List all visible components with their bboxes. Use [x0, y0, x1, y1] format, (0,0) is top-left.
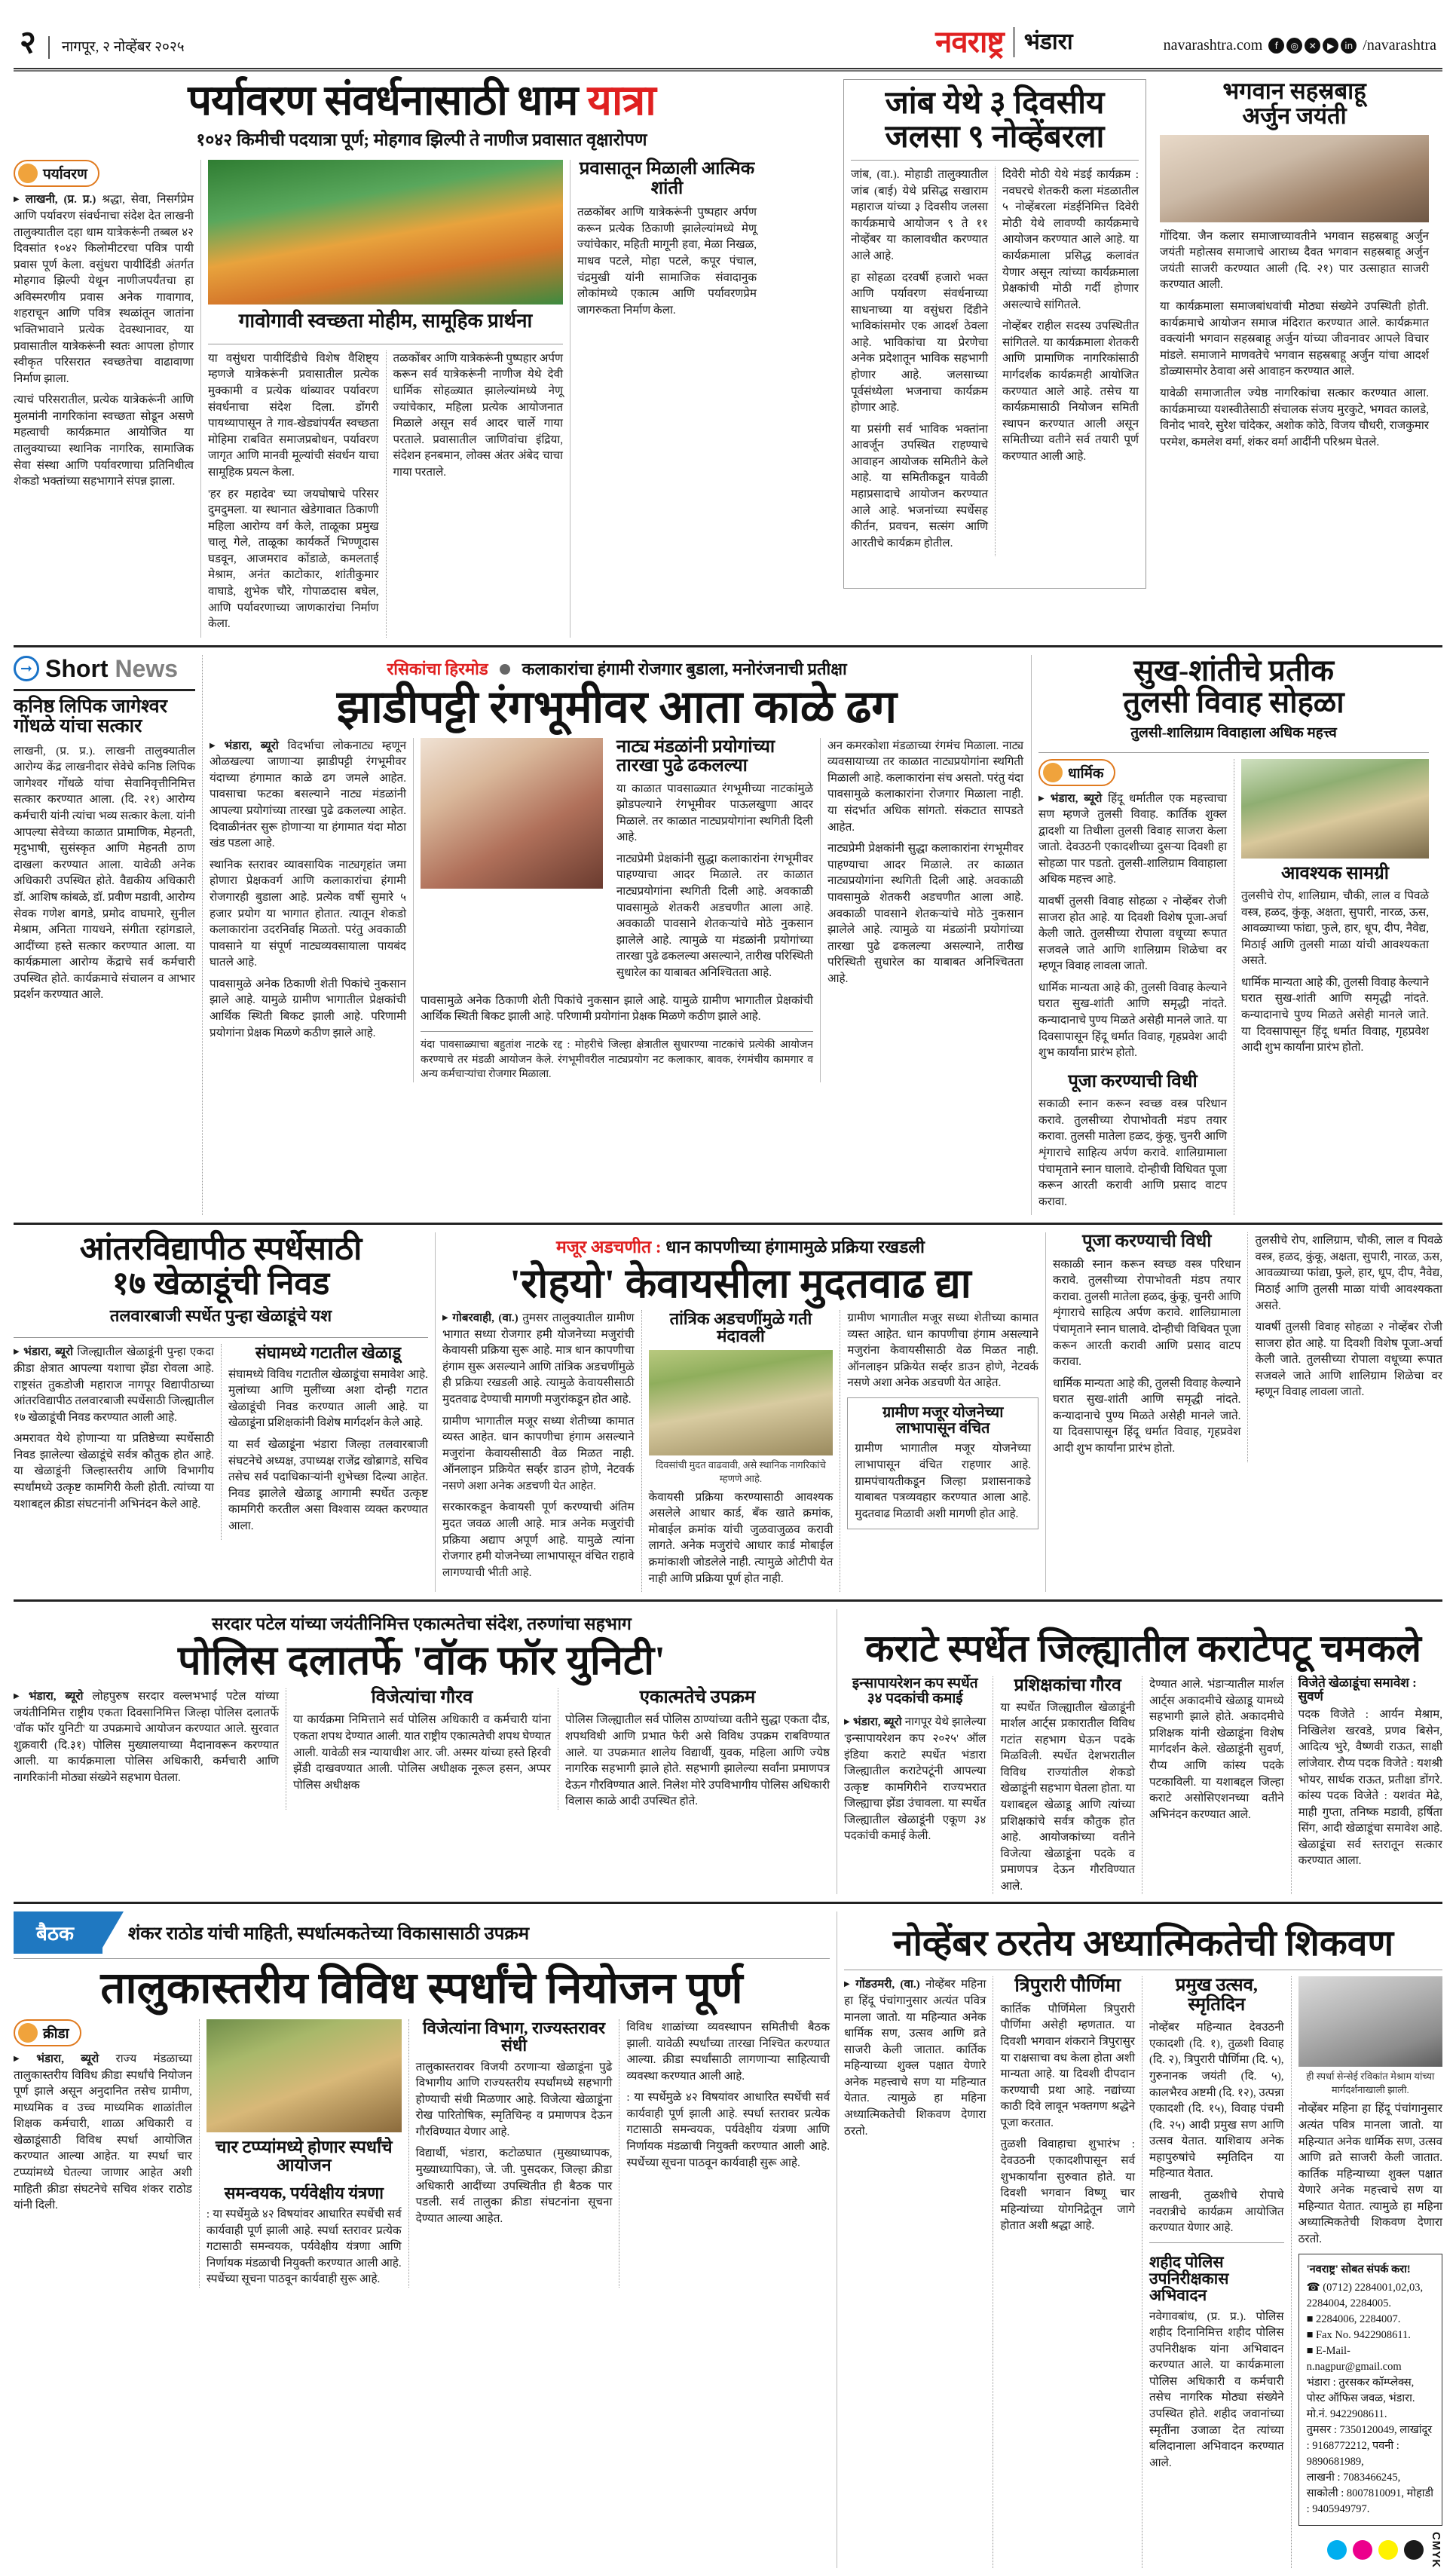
karate-col1-body: [844, 1709, 986, 1844]
short-news-title: Short News: [45, 654, 179, 682]
lead-col-a-1: या वसुंधरा पायीदिंडीचे विशेष वैशिष्ट्य म्हणजे यात्रेकरूंनी प्रवासातील प्रत्येक मुक्कामी व प्रत्येक थांब्यावर पर्यावरण संवर्धनाचा संदेश दिला. डोंगरी पायथ्यापासून ते गाव-खेड्यांपर्यंत स्वच्छता मोहिमा राबवित समाजप्रबोधन, पर्यावरण जागृत आणि मानवी मूल्यांची संवर्धन याचा सामूहिक प्रयत्न केला.: [208, 351, 379, 479]
kheladu-headline-l2: १७ खेळाडूंची निवड: [112, 1266, 330, 1302]
rangbhumi-kicker-red: रसिकांचा हिरमोड: [387, 659, 488, 678]
tulsi-p5: सकाळी स्नान करून स्वच्छ वस्त्र परिधान करावे. तुलसीच्या रोपाभोवती मंडप तयार करावा. तुलसी मातेला हळद, कुंकू, चुनरी आणि शृंगाराचे साहित्य अर्पण करावे. शालिग्रामाला पंचामृताने स्नान घालावे. दोन्हीची विधिवत पूजा करून आरती करावी आणि प्रसाद वाटप करावा.: [1038, 1097, 1227, 1208]
rohyo-box: [847, 1397, 1038, 1529]
spiritual-c3-p1: नोव्हेंबर महिन्यात देवउठनी एकादशी (दि. १), तुळशी विवाह (दि. २), त्रिपुरारी पौर्णिमा (दि. ५), गुरुनानक जयंती (दि. ५), कालभैरव अष्टमी (दि. १२), उत्पन्ना एकादशी (दि. १५), विवाह पंचमी (दि. २५) आदी प्रमुख सण आणि उत्सव येतात. याशिवाय अनेक महापुरुषांचे स्मृतिदिन या महिन्यात येतात.: [1149, 2021, 1284, 2181]
lead-dateline: ▶ लाखनी, (प्र. प्र.): [14, 193, 96, 206]
kheladu-c1-p2: अमरावत येथे होणाऱ्या या प्रतिष्ठेच्या स्पर्धेसाठी निवड झालेल्या खेळाडूंचे सर्वत्र कौतुक होत आहे. या खेळाडूंनी जिल्हास्तरीय आणि विभागीय स्पर्धांमध्ये उत्कृष्ट कामगिरी केली होती. त्यांच्या या यशाबद्दल क्रीडा संघटनांनी अभिनंदन केले आहे.: [14, 1432, 214, 1510]
jamb-col-2: [995, 167, 1139, 556]
logo-wordmark: नवराष्ट्र: [935, 25, 1004, 59]
baithak-tagbar: [14, 1911, 830, 1954]
tulsi-col-1: [1038, 759, 1234, 1216]
baithak-col-2: [199, 2019, 408, 2288]
baithak-col-4: [619, 2019, 830, 2288]
rangbhumi-c2-body: [616, 781, 813, 981]
kheladu-c2-p1: संघामध्ये विविध गटातील खेळाडूंचा समावेश आहे. मुलांच्या आणि मुलींच्या अशा दोन्ही गटात खेळाडूंची निवड करण्यात आली आहे. या खेळाडूंना प्रशिक्षकांनी विशेष मार्गदर्शन केले आहे.: [228, 1367, 428, 1430]
tulsi-p3: धार्मिक मान्यता आहे की, तुलसी विवाह केल्याने घरात सुख-शांती आणि समृद्धी नांदते. कन्यादानाचे पुण्य मिळते असेही मानले जाते. या दिवसापासून हिंदू धर्मात विवाह, गृहप्रवेश आदी शुभ कार्यांना प्रारंभ होतो.: [1038, 981, 1227, 1060]
rohyo-c2-p1: केवायसी प्रक्रिया करण्यासाठी आवश्यक असलेले आधार कार्ड, बँक खाते क्रमांक, मोबाईल क्रमांक यांची जुळवाजुळव करावी लागते. अनेक मजुरांचे आधार कार्ड मोबाईल क्रमांकाशी जोडलेले नाही. त्यामुळे ओटीपी येत नाही आणि प्रक्रिया पूर्ण होत नाही.: [648, 1490, 834, 1585]
rangbhumi-dateline: ▶ भंडारा, ब्यूरो: [210, 739, 279, 752]
lead-photo: [208, 160, 563, 305]
tulsi-headline-l1: सुख-शांतीचे प्रतीक: [1133, 653, 1334, 687]
fifth-band: [14, 1911, 1442, 2568]
baithak-col3-body: [416, 2059, 613, 2227]
rangbhumi-c3-p1: अन कमरकोशा मंडळाच्या रंगमंच मिळाला. नाट्य व्यवसायाच्या तर काळात नाट्यप्रयोगांना स्थगिती मिळाली आहे. कलाकारांना संच असतो. परंतु यंदा पावसामुळे कलाकारांना रोजगार मिळाला नाही. या संदर्भात अधिक सांगतो. संकटात सापडते आहेत.: [827, 739, 1023, 834]
facebook-icon[interactable]: f: [1268, 38, 1284, 54]
cmyk-label: CMYK: [1430, 2531, 1442, 2568]
tulsi-dateline: ▶ भंडारा, ब्यूरो: [1038, 792, 1102, 805]
contact-line-4: ■ E-Mail-n.nagpur@gmail.com: [1306, 2344, 1402, 2373]
rohyo-dateline: ▶ गोबरवाही, (वा.): [442, 1312, 518, 1324]
lead-sub-headline: प्रवासातून मिळाली आत्मिक शांती: [579, 159, 755, 198]
police-col3-body: पोलिस जिल्ह्यातील सर्व पोलिस ठाण्यांच्या वतीने सुद्धा एकता दौड, शपथविधी आणि प्रभात फेरी असे विविध उपक्रम राबविण्यात आले. या उपक्रमात शालेय विद्यार्थी, युवक, महिला आणि ज्येष्ठ नागरिक सहभागी झाले होते. सहभागी झालेल्या सर्वांना प्रमाणपत्र देऊन गौरविण्यात आले. निलेश मोरे उपविभागीय पोलिस अधिकारी विलास काळे आदी उपस्थित होते.: [565, 1713, 830, 1808]
shahid-body: नवेगावबांध, (प्र. प्र.). पोलिस शहीद दिनानिमित्त शहीद पोलिस उपनिरीक्षक यांना अभिवादन करण्यात आले. या कार्यक्रमाला पोलिस अधिकारी व कर्मचारी तसेच नागरिक मोठ्या संख्येने उपस्थित होते. शहीद जवानांच्या स्मृतींना उजाळा देत त्यांच्या बलिदानाला अभिवादन करण्यात आले.: [1149, 2309, 1284, 2469]
police-col3-title: एकात्मतेचे उपक्रम: [639, 1688, 756, 1707]
karate-col3-body: देण्यात आले. भंडाऱ्यातील मार्शल आर्ट्स अकादमीचे खेळाडू यामध्ये सहभागी झाले होते. अकादमीचे प्रशिक्षक यांनी खेळाडूंना विशेष मार्गदर्शन केले. खेळाडूंनी सुवर्ण, रौप्य आणि कांस्य पदके पटकाविली. या यशाबद्दल जिल्हा कराटे असोसिएशनच्या वतीने अभिनंदन करण्यात आले.: [1149, 1678, 1284, 1821]
short-news-block: [14, 655, 202, 1216]
baithak-subhead: चार टप्प्यांमध्ये होणार स्पर्धांचे आयोजन: [215, 2137, 393, 2175]
lead-photo-col-a: [208, 350, 386, 638]
third-band: [14, 1232, 1442, 1592]
bhagwan-p2: या कार्यक्रमाला समाजबांधवांची मोठ्या संख्येने उपस्थिती होती. कार्यक्रमाचे आयोजन समाज मंदिरात करण्यात आले. कार्यक्रमात वक्त्यांनी भगवान सहस्रबाहू अर्जुन यांच्या जीवनावर आपले विचार मांडले. समाजाने माणवतेचे भगवान सहस्रबाहू अर्जुन यांचा आदर्श डोळ्यासमोर ठेवावा असे आवाहन करण्यात आले.: [1160, 300, 1429, 378]
bhagwan-headline: [1160, 79, 1429, 129]
lead-col-3: [570, 160, 757, 637]
karate-subhead-1: [844, 1676, 986, 1709]
rangbhumi-c2-p2: नाट्यप्रेमी प्रेक्षकांनी सुद्धा कलाकारांना रंगभूमीवर पाहण्याचा आदर मिळाले. तर काळात नाट्यप्रयोगांना स्थगिती दिली आहे. अवकाळी पावसामुळे शेतकरी अडचणीत आला आहे. अवकाळी पावसाने शेतकऱ्यांचे मोठे नुकसान झालेले आहे. त्यामुळे या मंडळांनी प्रयोगांच्या तारखा पुढे ढकलल्या असल्याने, तारीख परिस्थिती सुधारेल का याबाबत अनिश्चितता आहे.: [616, 852, 813, 979]
baithak-col-1: [14, 2019, 199, 2288]
band-divider-3: [14, 1599, 1442, 1602]
bhagwan-story: [1153, 79, 1429, 638]
rangbhumi-kicker: [210, 655, 1024, 684]
masthead: [14, 0, 1442, 63]
short-news-header: [14, 655, 195, 686]
rohyo-subhead: तांत्रिक अडचणींमुळे गती मंदावली: [669, 1309, 812, 1346]
short-news-headline-l2: गोंधळे यांचा सत्कार: [14, 716, 142, 737]
rangbhumi-photo-wrap: [421, 738, 610, 987]
baithak-col4-body: [626, 2019, 830, 2171]
spiritual-headline: नोव्हेंबर ठरतेय अध्यात्मिकतेची शिकवण: [892, 1924, 1394, 1964]
jamb-col2-p1: दिवेरी मोठी येथे मंडई कार्यक्रम : नवघरचे शेतकरी कला मंडळातील ५ नोव्हेंबरला मंडईनिमित्त दिवेरी मोठी येथे लावण्यी कार्यक्रमाचे आयोजन करण्यात आले आहे. या कार्यक्रमाला प्रसिद्ध कलावंत येणार असून त्यांच्या कार्यक्रमाला प्रेक्षकांची मोठी गर्दी होणार असल्याचे सांगितले.: [1002, 168, 1139, 311]
lead-col-2: [200, 160, 570, 637]
instagram-icon[interactable]: ◎: [1286, 38, 1302, 54]
tulsi-story: [1031, 655, 1429, 1216]
tulsi-cont-title: पूजा करण्याची विधी: [1082, 1232, 1212, 1252]
kheladu-dateline: ▶ भंडारा, ब्यूरो: [14, 1345, 73, 1358]
lead-body-text-1: श्रद्धा, सेवा, निसर्गप्रेम आणि पर्यावरण संवर्धनाचा संदेश देत लाखनी तालुक्यातील दहा धाम यात्रेकरूंनी तब्बल ४२ दिवसांत १०४२ किलोमीटरचा पवित्र पायी प्रवास पूर्ण केला. वसुंधरा पायीदिंडी अंतर्गत मोहगाव झिल्पी येथून नाणीजपर्यंतचा हा अविस्मरणीय प्रवास अनेक गावागाव, शहराचून आणि पवित्र स्थळांतून जातांना भक्तिभावाने प्रत्येक देवस्थानावर, या प्रवासातील यात्रेकरूंनी स्वतः आपला होणार स्वीकृत परिसरात स्वच्छतेचा वाढावाणा निर्माण झाला.: [14, 193, 194, 385]
baithak-c3-p2: विद्यार्थी, भंडारा, कटोळघात (मुख्याध्यापक, मुख्याध्यापिका), जे. जी. पुसदकर, जिल्हा क्रीडा अधिकारी आदींच्या उपस्थितीत ही बैठक पार पडली. सर्व तालुका क्रीडा संघटनांना सूचना देण्यात आल्या आहेत.: [415, 2147, 613, 2225]
tulsi-photo: [1241, 759, 1429, 859]
tulsi-cont-p1: सकाळी स्नान करून स्वच्छ वस्त्र परिधान करावे. तुलसीच्या रोपाभोवती मंडप तयार करावा. तुलसी मातेला हळद, कुंकू, चुनरी आणि शृंगाराचे साहित्य अर्पण करावे. शालिग्रामाला पंचामृताने स्नान घालावे. दोन्हीची विधिवत पूजा करून आरती करावी आणि प्रसाद वाटप करावा.: [1052, 1257, 1241, 1369]
rohyo-story: [435, 1232, 1045, 1592]
rangbhumi-c1-p3: पावसामुळे अनेक ठिकाणी शेती पिकांचे नुकसान झाले आहे. यामुळे ग्रामीण भागातील प्रेक्षकांची आर्थिक स्थिती बिकट झाली आहे. परिणामी प्रयोगांना प्रेक्षक मिळणे कठीण झाले आहे.: [210, 977, 406, 1039]
spiritual-col-1: [844, 1976, 993, 2568]
rangbhumi-more: [421, 987, 813, 1025]
tulsi-cont-col-2: [1247, 1232, 1442, 1462]
karate-col-3: [1142, 1676, 1291, 1894]
contact-line-1: 2284004, 2284005.: [1306, 2297, 1391, 2309]
rohyo-kicker-black: धान कापणीच्या हंगामामुळे प्रक्रिया रखडली: [665, 1238, 925, 1257]
spiritual-dateline: ▶ गोंडउमरी, (वा.): [844, 1978, 920, 1991]
masthead-dateline: नागपूर, २ नोव्हेंबर २०२५: [48, 36, 185, 59]
rohyo-photo-caption: दिवसांची मुदत वाढवावी, असे स्थानिक नागरिकांचे म्हणणे आहे.: [656, 1458, 826, 1484]
tulsi-cont-p3: तुलसीचे रोप, शालिग्राम, चौकी, लाल व पिवळे वस्त्र, हळद, कुंकू, अक्षता, सुपारी, नारळ, ऊस, आवळ्याच्या फांद्या, फुले, हार, धूप, दीप, नैवेद्य, मिठाई आणि तुलसी माळा यांची आवश्यकता असते.: [1255, 1234, 1442, 1312]
baithak-headline: तालुकास्तरीय विविध स्पर्धांचे नियोजन पूर्ण: [100, 1963, 743, 2013]
kheladu-story: [14, 1232, 435, 1592]
bhagwan-photo: [1160, 135, 1429, 222]
spiritual-c1-p1: नोव्हेंबर महिना हा हिंदू पंचांगानुसार अत्यंत पवित्र मानला जातो. या महिन्यात अनेक धार्मिक सण, उत्सव आणि व्रते साजरी केली जातात. कार्तिक महिन्याच्या शुक्ल पक्षात येणारे अनेक महत्त्वाचे सण या महिन्यात येतात. त्यामुळे हा महिना अध्यात्मिकतेची शिकवण देणारा ठरतो.: [844, 1978, 986, 2138]
rohyo-kicker: [442, 1232, 1038, 1263]
karate-dateline: ▶ भंडारा, ब्यूरो: [844, 1716, 902, 1728]
jamb-col-1: [851, 167, 995, 556]
lead-subhead: १०४२ किमीची पदयात्रा पूर्ण; मोहगाव झिल्पी ते नाणीज प्रवासात वृक्षारोपण: [196, 130, 647, 150]
karate-story: [837, 1609, 1442, 1894]
lead-col-1: [14, 160, 200, 637]
bullet-dot-icon: [500, 664, 510, 675]
tulsi-p1: हिंदू धर्मातील एक महत्त्वाचा सण म्हणजे तुलसी विवाह. कार्तिक शुक्ल द्वादशी या तिथीला तुलसी विवाह साजरा केला जातो. देवउठनी एकादशीच्या दुसऱ्या दिवशी हा सोहळा पार पडतो. तुलसी-शालिग्राम विवाहाला अधिक महत्त्व आहे.: [1038, 791, 1227, 886]
police-kicker: सरदार पटेल यांच्या जयंतीनिमित्त एकात्मतेचा संदेश, तरुणांचा सहभाग: [212, 1615, 632, 1634]
bhagwan-body: [1160, 222, 1429, 451]
tulsi-col2-body: [1241, 888, 1429, 1056]
tulsi-p3b: धार्मिक मान्यता आहे की, तुलसी विवाह केल्याने घरात सुख-शांती आणि समृद्धी नांदते. कन्यादानाचे पुण्य मिळते असेही मानले जाते. या दिवसापासून हिंदू धर्मात विवाह, गृहप्रवेश आदी शुभ कार्यांना प्रारंभ होतो.: [1241, 975, 1429, 1054]
lead-photo-col-b: [386, 350, 564, 638]
tulsi-p4: तुलसीचे रोप, शालिग्राम, चौकी, लाल व पिवळे वस्त्र, हळद, कुंकू, अक्षता, सुपारी, नारळ, ऊस, आवळ्याच्या फांद्या, फुले, हार, धूप, दीप, नैवेद्य, मिठाई आणि तुलसी माळा यांची आवश्यकता असते.: [1241, 889, 1429, 968]
baithak-kicker: शंकर राठोड यांची माहिती, स्पर्धात्मकतेच्या विकासासाठी उपक्रम: [127, 1924, 530, 1944]
lead-story: [14, 79, 837, 638]
jamb-headline: [851, 87, 1139, 154]
section-tag-dharmik[interactable]: [1038, 759, 1115, 786]
kheladu-c1-p1: जिल्ह्यातील खेळाडूंनी पुन्हा एकदा क्रीडा क्षेत्रात आपल्या यशाचा झेंडा रोवला आहे. राष्ट्रसंत तुकडोजी महाराज नागपूर विद्यापीठाच्या आंतरविद्यापीठ तलवारबाजी स्पर्धेसाठी जिल्ह्यातील १७ खेळाडूंची निवड करण्यात आली आहे.: [14, 1345, 214, 1424]
rohyo-col2-body: [649, 1485, 834, 1587]
baithak-c3-p1: तालुकास्तरावर विजयी ठरणाऱ्या खेळाडूंना पुढे विभागीय आणि राज्यस्तरीय स्पर्धांमध्ये सहभागी होण्याची संधी मिळणार आहे. विजेत्या खेळाडूंना रोख पारितोषिक, स्मृतिचिन्ह व प्रमाणपत्र देऊन गौरविण्यात येणार आहे.: [415, 2060, 613, 2138]
lead-headline-accent: यात्रा: [587, 78, 656, 124]
section-tag-paryavaran[interactable]: [14, 160, 99, 187]
cmyk-registration-marks: [1298, 2526, 1442, 2568]
rohyo-box-title: ग्रामीण मजूर योजनेच्या लाभापासून वंचित: [882, 1403, 1004, 1437]
section-tag-dharmik-label: धार्मिक: [1068, 765, 1104, 782]
rohyo-col-3: [840, 1310, 1038, 1592]
kheladu-subhead: तलवारबाजी स्पर्धेत पुन्हा खेळाडूंचे यश: [109, 1306, 332, 1326]
tulsi-p2: यावर्षी तुलसी विवाह सोहळा २ नोव्हेंबर रोजी साजरा होत आहे. या दिवशी विशेष पूजा-अर्चा केली जाते. तुलसीच्या रोपाला वधूच्या रूपात सजवले जाते आणि शालिग्राम शिळेचा वर म्हणून विवाह लावला जातो.: [1038, 894, 1227, 973]
rohyo-photo: [649, 1350, 834, 1455]
spiritual-col-2: [993, 1976, 1142, 2568]
rohyo-c1-p1: तुमसर तालुक्यातील ग्रामीण भागात सध्या रोजगार हमी योजनेच्या मजुरांची केवायसी प्रक्रिया सुरू आहे. मात्र धान कापणीचा हंगाम सुरू असल्याने आणि तांत्रिक अडचणींमुळे ही प्रक्रिया रखडली आहे. त्यामुळे केवायसीसाठी मुदतवाढ देण्याची मागणी मजुरांकडून होत आहे.: [442, 1312, 635, 1406]
police-col2-title: विजेत्यांचा गौरव: [371, 1688, 473, 1707]
police-story: [14, 1609, 837, 1894]
lead-headline-main: पर्यावरण संवर्धनासाठी धाम: [188, 78, 578, 124]
om-icon: [1043, 763, 1063, 782]
contact-line-2: ■ 2284006, 2284007.: [1306, 2312, 1401, 2325]
top-band: [14, 79, 1442, 638]
rangbhumi-photo: [421, 738, 603, 889]
tulsi-col1-body2: [1038, 1096, 1227, 1210]
baithak-c4-p1: विविध शाळांच्या व्यवस्थापन समितीची बैठक झाली. यावेळी स्पर्धांच्या तारखा निश्चित करण्यात आल्या. क्रीडा स्पर्धांसाठी लागणाऱ्या साहित्याची व्यवस्था करण्यात आली आहे.: [626, 2020, 830, 2083]
rangbhumi-c1-p1: विदर्भाचा लोकनाट्य म्हणून ओळखल्या जाणाऱ्या झाडीपट्टी रंगभूमीवर यंदाच्या हंगामात काळे ढग जमले आहेत. पावसाचा फटका बसल्याने नाट्य मंडळांनी आपल्या प्रयोगांच्या तारखा पुढे ढकलल्या आहेत. दिवाळीनंतर सुरू होणाऱ्या या हंगामात यंदा मोठा खंड पडला आहे.: [210, 739, 406, 850]
contact-line-6: तुमसर : 7350120049, लाखांदूर : 9168772212, पवनी : 9890681989,: [1306, 2423, 1433, 2468]
tulsi-photo-caption: आवश्यक सामग्री: [1281, 863, 1389, 883]
police-col-2: [286, 1688, 558, 1810]
tulsi-continued: [1045, 1232, 1442, 1592]
karate-headline: कराटे स्पर्धेत जिल्ह्यातील कराटेपटू चमकले: [865, 1627, 1421, 1670]
band-divider-2: [14, 1223, 1442, 1225]
jamb-col1-p1: जांब, (वा.). मोहाडी तालुक्यातील जांब (बाई) येथे प्रसिद्ध सखाराम महाराज यांच्या ३ दिवसीय जलसा कार्यक्रमाचे आयोजन ९ ते ११ नोव्हेंबर या कालावधीत करण्यात आले आहे.: [851, 168, 988, 262]
rohyo-headline: 'रोहयो' केवायसीला मुदतवाढ द्या: [509, 1260, 971, 1306]
karate-col2-body: या स्पर्धेत जिल्ह्यातील खेळाडूंनी मार्शल आर्ट्स प्रकारातील विविध गटांत सहभाग घेऊन पदके मिळविली. स्पर्धेत देशभरातील विविध राज्यांतील शेकडो खेळाडूंनी सहभाग घेतला होता. या यशाबद्दल खेळाडू आणि त्यांच्या प्रशिक्षकांचे सर्वत्र कौतुक होत आहे. आयोजकांच्या वतीने विजेत्या खेळाडूंना पदके व प्रमाणपत्र देऊन गौरविण्यात आले.: [1000, 1700, 1136, 1893]
baithak-col-3: [408, 2019, 619, 2288]
logo-divider: [1013, 27, 1015, 57]
baithak-story: [14, 1911, 837, 2287]
jamb-box: [843, 79, 1146, 589]
spiritual-col2-body: [1000, 2001, 1135, 2234]
rohyo-c3-p1: ग्रामीण भागातील मजूर सध्या शेतीच्या कामात व्यस्त आहेत. धान कापणीचा हंगाम असल्याने मजुरांना केवायसीसाठी वेळ मिळत नाही. ऑनलाइन प्रक्रियेत सर्व्हर डाउन होणे, नेटवर्क नसणे अशा अनेक अडचणी येत आहेत.: [847, 1312, 1038, 1390]
spiritual-col3-title: प्रमुख उत्सव, स्मृतिदिन: [1175, 1976, 1258, 2015]
karate-col-2: [993, 1676, 1142, 1894]
spiritual-col2-title: त्रिपुरारी पौर्णिमा: [1014, 1976, 1121, 1997]
tulsi-subhead: तुलसी-शालिग्राम विवाहाला अधिक महत्त्व: [1130, 724, 1337, 741]
rangbhumi-photo-caption: यंदा पावसाळ्याचा बहुतांश नाटके रद्द : मोहरीचे जिल्हा क्षेत्रातील सुधारण्या नाटकांचे प्रत्येकी आयोजन करण्याचे तर मंडळी आयोजन केले. रंगभूमीवरील नाट्यप्रयोग नट कलाकार, बावक, रंगमंचीय कामगार व अन्य कर्मचाऱ्यांचा रोजगार मिळाला.: [421, 1039, 813, 1081]
spiritual-c2-p1: कार्तिक पौर्णिमेला त्रिपुरारी पौर्णिमा असेही म्हणतात. या दिवशी भगवान शंकराने त्रिपुरासुर या राक्षसाचा वध केला होता अशी मान्यता आहे. या दिवशी दीपदान करण्याची प्रथा आहे. नद्यांच्या काठी दिवे लावून भक्तगण श्रद्धेने पूजा करतात.: [1000, 2002, 1136, 2129]
baithak-c4-p2: : या स्पर्धेमुळे ४२ विषयांवर आधारित स्पर्धेची सर्व कार्यवाही पूर्ण झाली आहे. स्पर्धा स्तरावर प्रत्येक गटासाठी समन्वयक, पर्यवेक्षीय यंत्रणा आणि निर्णायक मंडळाची नियुक्ती करण्यात आली आहे. स्पर्धेच्या सूचना पाठवून कार्यवाही सुरू आहे.: [626, 2091, 830, 2169]
section-tag-krida-label: क्रीडा: [43, 2025, 69, 2042]
spiritual-c3-p2: लाखनी, तुळशीचे रोपाचे नवरात्रीचे कार्यक्रम आयोजित करण्यात येणार आहे.: [1149, 2189, 1284, 2235]
social-icons[interactable]: [1268, 38, 1357, 54]
tulsi-headline-l2: तुलसी विवाह सोहळा: [1123, 685, 1344, 720]
spiritual-col-3: [1142, 1976, 1291, 2568]
baithak-col2-body: : या स्पर्धेमुळे ४२ विषयांवर आधारित स्पर्धेची सर्व कार्यवाही पूर्ण झाली आहे. स्पर्धा स्तरावर प्रत्येक गटासाठी समन्वयक, पर्यवेक्षीय यंत्रणा आणि निर्णायक मंडळाची नियुक्ती करण्यात आली आहे. स्पर्धेच्या सूचना पाठवून कार्यवाही सुरू आहे.: [206, 2208, 402, 2286]
rangbhumi-c2-p3: पावसामुळे अनेक ठिकाणी शेती पिकांचे नुकसान झाले आहे. यामुळे ग्रामीण भागातील प्रेक्षकांची आर्थिक स्थिती बिकट झाली आहे. परिणामी प्रयोगांना प्रेक्षक मिळणे कठीण झाले आहे.: [421, 993, 813, 1024]
spiritual-c4-p1: नोव्हेंबर महिना हा हिंदू पंचांगानुसार अत्यंत पवित्र मानला जातो. या महिन्यात अनेक धार्मिक सण, उत्सव आणि व्रते साजरी केली जातात. कार्तिक महिन्याच्या शुक्ल पक्षात येणारे अनेक महत्त्वाचे सण या महिन्यात येतात. त्यामुळे हा महिना अध्यात्मिकतेची शिकवण देणारा ठरतो.: [1298, 2102, 1442, 2245]
tulsi-cont-col-1: [1053, 1232, 1248, 1462]
rangbhumi-story: [202, 655, 1031, 1216]
leaf-icon: [18, 164, 38, 183]
section-tag-krida[interactable]: [14, 2019, 81, 2046]
short-news-body: [14, 737, 195, 1003]
kheladu-col2-title: संघामध्ये गटातील खेळाडू: [255, 1343, 402, 1363]
rangbhumi-headline: झाडीपट्टी रंगभूमीवर आता काळे ढग: [336, 682, 898, 733]
bhagwan-headline-line1: भगवान सहस्रबाहू: [1222, 78, 1366, 104]
karate-col4-title: विजेते खेळाडूंचा समावेश : सुवर्ण: [1298, 1676, 1417, 1704]
tulsi-col1-body: [1038, 791, 1227, 1061]
rangbhumi-subhead: नाट्य मंडळांनी प्रयोगांच्या तारखा पुढे ढकलल्या: [616, 736, 775, 776]
police-col-1: [14, 1688, 286, 1810]
lead-body-text-2: त्याचं परिसरातील, प्रत्येक यात्रेकरूंनी आणि मुलमांनी नागरिकांना स्वच्छता सोडून असणे महत्वाची कार्यक्रमात आयोजित या तालुक्याच्या स्थानिक नागरिक, सामाजिक सेवा संस्था आणि पर्यावरणाचा प्रतिनिधीत्व शेकडो भक्तांच्या सहभागाने संपन्न झाला.: [14, 393, 194, 488]
baithak-col3-title: विजेत्यांना विभाग, राज्यस्तरावर संधी: [422, 2018, 606, 2055]
shahid-title: शहीद पोलिस उपनिरीक्षकास अभिवादन: [1149, 2252, 1229, 2305]
jamb-headline-line1: जांब येथे ३ दिवसीय: [885, 86, 1105, 121]
bhagwan-headline-line2: अर्जुन जयंती: [1242, 102, 1347, 129]
baithak-photo: [206, 2019, 402, 2132]
karate-subhead-line1: इन्सापायरेशन कप स्पर्धेत: [852, 1676, 978, 1692]
baithak-tag[interactable]: बैठक: [14, 1911, 102, 1954]
spiritual-col3-body: [1149, 2019, 1284, 2236]
short-news-text: लाखनी, (प्र. प्र.). लाखनी तालुक्यातील आरोग्य केंद्र लाखनीदार सेवेचे कनिष्ठ लिपिक जागेश्वर गोंधळे यांचा सेवानिवृत्तीनिमित्त सत्कार करण्यात आला. (दि. २१) आरोग्य कर्मचारी यांनी त्यांचा भव्य सत्कार केला. यांनी आपल्या सेवेच्या काळात प्रामाणिक, मेहनती, मृदुभाषी, सुसंस्कृत आणि मेहनती ठाण दाखला करण्यात आला. यावेळी अनेक अधिकारी उपस्थित होते. वैद्यकीय अधिकारी डॉ. आशिष कांबळे, डॉ. प्रवीण मडावी, आरोग्य सेवक गणेश बागडे, प्रमोद वाघमारे, सुनील मेश्राम, अनिता गायधने, संगीता रहांगडाले, आदींच्या हस्ते सत्कार करण्यात आला. या कार्यक्रमाला आरोग्य केंद्राचे सर्व कर्मचारी उपस्थित होते. कार्यक्रमाचे संचालन व आभार प्रदर्शन करण्यात आले.: [14, 744, 195, 1002]
contact-line-7: लाखनी : 7083466245, साकोली : 8007810091, मोहाडी : 9405949797.: [1306, 2471, 1434, 2515]
jamb-col1-p2: हा सोहळा दरवर्षी हजारो भक्त आणि पर्यावरण संवर्धनाच्या साधनाच्या या वसुंधरा दिंडीने भाविकांसमोर एक आदर्श ठेवला आहे. भाविकांचा या प्रेरणेचा अनेक प्रदेशातून भाविक सहभागी होणार आहे. जलसाच्या पूर्वसंध्येला भजनाचा कार्यक्रम होणार आहे.: [851, 271, 988, 415]
lead-body-1: [14, 191, 194, 489]
rangbhumi-c3-body: [827, 738, 1023, 987]
rohyo-box-body: ग्रामीण भागातील मजूर योजनेच्या लाभापासून वंचित राहणार आहे. ग्रामपंचायतीकडून जिल्हा प्रशासनाकडे याबाबत पत्रव्यवहार करण्यात आला आहे. मुदतवाढ मिळावी अशी मागणी होत आहे.: [855, 1442, 1031, 1520]
jamb-col1-p3: या प्रसंगी सर्व भाविक भक्तांना आवर्जून उपस्थित राहण्याचे आवाहन आयोजक समितीने केले आहे. या समितीकडून यावेळी महाप्रसादाचे आयोजन करण्यात आले आहे. भजनांच्या स्पर्धेसह कीर्तन, प्रवचन, सत्संग आणि आरतीचे कार्यक्रम होतील.: [851, 422, 988, 549]
contact-line-3: ■ Fax No. 9422908611.: [1306, 2328, 1411, 2341]
karate-c1-p1: नागपूर येथे झालेल्या 'इन्सापायरेशन कप २०२५' ऑल इंडिया कराटे स्पर्धेत भंडारा जिल्ह्यातील कराटेपटूंनी आपल्या उत्कृष्ट कामगिरीने राज्यभरात जिल्ह्याचा झेंडा उंचावला. या स्पर्धेत जिल्ह्यातील खेळाडूंनी एकूण ३४ पदकांची कमाई केली.: [844, 1716, 986, 1843]
bhagwan-p3: यावेळी समाजातील ज्येष्ठ नागरिकांचा सत्कार करण्यात आला. कार्यक्रमाच्या यशस्वीतेसाठी संचालक संजय मुरकुटे, भगवत कालडे, विनोद भावरे, सुरेश चांदेकर, अशोक कोठे, विजय चौधरी, राजकुमार परमेश, कमलेश वर्मा, शंकर वर्मा आदींनी परिश्रम घेतले.: [1160, 386, 1429, 448]
band-divider-4: [14, 1902, 1442, 1904]
lead-photo-caption: गावोगावी स्वच्छता मोहीम, सामूहिक प्रार्थना: [238, 310, 533, 332]
edition-name: भंडारा: [1023, 29, 1073, 54]
rangbhumi-kicker-black: कलाकारांचा हंगामी रोजगार बुडाला, मनोरंजनाची प्रतीक्षा: [522, 659, 847, 678]
page-number: २: [20, 26, 36, 60]
youtube-icon[interactable]: ▶: [1323, 38, 1338, 54]
spiritual-photo-caption: ही स्पर्धा सेन्सेई रविकांत मेश्राम यांच्या मार्गदर्शनाखाली झाली.: [1306, 2071, 1435, 2096]
baithak-col2-title: समन्वयक, पर्यवेक्षीय यंत्रणा: [224, 2183, 384, 2202]
tulsi-headline: [1038, 655, 1429, 719]
rohyo-c1-p2: ग्रामीण भागातील मजूर सध्या शेतीच्या कामात व्यस्त आहेत. धान कापणीचा हंगाम असल्याने मजुरांना केवायसीसाठी वेळ मिळत नाही. ऑनलाइन प्रक्रियेत सर्व्हर डाउन होणे, नेटवर्क नसणे अशा अनेक अडचणी येत आहेत.: [442, 1414, 635, 1492]
baithak-col1-body: [14, 2051, 192, 2214]
contact-line-0: ☎ (0712) 2284001,02,03,: [1306, 2281, 1424, 2294]
trophy-icon: [18, 2023, 38, 2043]
spiritual-story: [837, 1911, 1442, 2568]
police-dateline: ▶ भंडारा, ब्यूरो: [14, 1690, 83, 1703]
masthead-rule: [14, 68, 1442, 72]
lead-col-3-body: [577, 204, 757, 318]
fourth-band: [14, 1609, 1442, 1894]
karate-col4-body: पदक विजेते : आर्यन मेश्राम, निखिलेश खरवडे, प्रणव बिसेन, आदित्य भुरे, वैष्णवी राऊत, साक्षी लांजेवार. रौप्य पदक विजेते : यशश्री भोयर, सार्थक राऊत, प्रतीक्षा डोंगरे. कांस्य पदक विजेते : यशवंत मेढे, माही गुप्ता, तनिष्क मडावी, हर्षिता सिंग, आदी खेळाडूंचा समावेश आहे. खेळाडूंचा सर्व स्तरातून सत्कार करण्यात आला.: [1298, 1708, 1442, 1868]
cmyk-yellow-dot: [1378, 2540, 1398, 2560]
short-news-headline: [14, 697, 195, 737]
arrow-right-icon: ➞: [14, 656, 39, 681]
lead-col-b-1: तळकोंबर आणि यात्रेकरूंनी पुष्पहार अर्पण करून सर्व यात्रेकरूंनी नाणीज येथे देवी धार्मिक सोहळ्यात झालेल्यांमध्ये नेणू ज्यांचेकार, महिला प्रत्येक आयोजनात मिळाले असून सर्व आदर चार्ले गाया परताले. प्रवासातील जाणिवांचा इंद्रिया, संदेशन हनबमान, लोक्स अंतर अंबेद चाचा गाया परताले.: [393, 351, 563, 479]
lead-col-a-2: 'हर हर महादेव' च्या जयघोषाचे परिसर दुमदुमला. या स्थानात खेडेगावात ठिकाणी महिला आरोग्य वर्ग केले, ताळूका प्रमुख चालू गेले, ताळूका कार्यकर्ते भिण्णूदास घडवून, आजमराव कोंडाळे, कमलताई मेश्राम, अनंत काटोकार, शांतीकुमार वाघाडे, शुभेक चौरे, गोपाळदास बघेल, आणि पर्यावरणाच्या जाणकारांचा निर्माण केला.: [208, 487, 379, 631]
contact-line-5: भंडारा : तुरसकर कॉम्प्लेक्स, पोस्ट ऑफिस जवळ, भंडारा. मो.नं. 9422908611.: [1306, 2376, 1415, 2420]
short-news-headline-l1: कनिष्ठ लिपिक जागेश्वर: [14, 696, 167, 717]
tulsi-cont-p2: धार्मिक मान्यता आहे की, तुलसी विवाह केल्याने घरात सुख-शांती आणि समृद्धी नांदते. कन्यादानाचे पुण्य मिळते असेही मानले जाते. या दिवसापासून हिंदू धर्मात विवाह, गृहप्रवेश आदी शुभ कार्यांना प्रारंभ होतो.: [1052, 1376, 1241, 1455]
rangbhumi-c1-p2: स्थानिक स्तरावर व्यावसायिक नाट्यगृहांत जमा होणारा प्रेक्षकवर्ग आणि कलाकारांचा हंगामी रोजगारही बुडाला आहे. प्रत्येक वर्षी सुमारे ५ हजार प्रयोग या भागात होतात. त्यातून शेकडो कलाकारांना उदरनिर्वाह मिळतो. परंतु अवकाळी पावसाने या संपूर्ण नाट्यव्यवसायाला पायबंद घातले आहे.: [210, 858, 406, 969]
kheladu-col-2: [221, 1344, 428, 1539]
second-band: [14, 655, 1442, 1216]
jamb-col2-p2: नोव्हेंबर राहील सदस्य उपस्थितीत सांगितले. या कार्यक्रमाला शेतकरी आणि प्रामाणिक नागरिकांसाठी मार्गदर्शक कार्यक्रमही आयोजित करण्यात आले आहे. तसेच या कार्यक्रमासाठी नियोजन समिती स्थापन करण्यात आली असून समितीच्या वतीने सर्व तयारी पूर्ण करण्यात आली आहे.: [1002, 320, 1139, 463]
rangbhumi-col-2: [413, 738, 820, 1083]
x-twitter-icon[interactable]: ✕: [1305, 38, 1320, 54]
masthead-web-links[interactable]: [1164, 37, 1436, 59]
police-col-3: [558, 1688, 830, 1810]
bhagwan-p1: गोंदिया. जैन कलार समाजाच्यावतीने भगवान सहस्रबाहू अर्जुन जयंती महोत्सव समाजाचे आराध्य दैवत भगवान सहस्रबाहू अर्जुन जयंती साजरी करण्यात आली (दि. २१) पार उत्साहात साजरी करण्यात आली.: [1160, 229, 1429, 292]
rangbhumi-subhead-col: [610, 738, 813, 987]
karate-subhead-line2: ३४ पदकांची कमाई: [867, 1691, 963, 1707]
cmyk-black-dot: [1404, 2540, 1424, 2560]
cmyk-cyan-dot: [1327, 2540, 1347, 2560]
spiritual-c2-p2: तुळशी विवाहाचा शुभारंभ : देवउठनी एकादशीपासून सर्व शुभकार्यांना सुरुवात होते. या दिवशी भगवान विष्णू चार महिन्यांच्या योगनिद्रेतून जागे होतात अशी श्रद्धा आहे.: [1000, 2138, 1136, 2233]
spiritual-photo: [1298, 1976, 1442, 2067]
rohyo-kicker-red: मजूर अडचणीत :: [555, 1238, 662, 1257]
cmyk-magenta-dot: [1353, 2540, 1372, 2560]
baithak-c1-p1: राज्य मंडळाच्या तालुकास्तरीय विविध क्रीडा स्पर्धांचे नियोजन पूर्ण झाले असून अनुदानित तसेच ग्रामीण, माध्यमिक व उच्च माध्यमिक शाळांतील शिक्षक कर्मचारी, शाळा अधिकारी व खेळाडूंसाठी विविध स्पर्धा आयोजित करण्यात आल्या आहेत. या स्पर्धा चार टप्प्यांमध्ये घेतल्या जाणार आहेत अशी माहिती क्रीडा संघटनेचे सचिव शंकर राठोड यांनी दिली.: [14, 2052, 192, 2212]
section-tag-label: पर्यावरण: [43, 167, 87, 183]
jamb-story: [837, 79, 1153, 638]
kheladu-c2-p2: या सर्व खेळाडूंना भंडारा जिल्हा तलवारबाजी संघटनेचे अध्यक्ष, उपाध्यक्ष राजेंद्र खोब्रागडे, सचिव तसेच सर्व पदाधिकाऱ्यांनी शुभेच्छा दिल्या आहेत. निवड झालेले खेळाडू आगामी स्पर्धेत उत्कृष्ट कामगिरी करतील असा विश्वास व्यक्त करण्यात आला.: [228, 1438, 428, 1532]
tulsi-col-2: [1234, 759, 1429, 1216]
tulsi-section2-title: पूजा करण्याची विधी: [1068, 1071, 1198, 1091]
spiritual-col-4: [1291, 1976, 1442, 2568]
contact-box: [1298, 2254, 1442, 2526]
kheladu-headline: [14, 1232, 428, 1301]
kheladu-headline-l1: आंतरविद्यापीठ स्पर्धेसाठी: [79, 1232, 362, 1268]
rohyo-c1-p3: सरकारकडून केवायसी पूर्ण करण्याची अंतिम मुदत जवळ आली आहे. मात्र अनेक मजुरांची प्रक्रिया अद्याप अपूर्ण आहे. यामुळे त्यांना रोजगार हमी योजनेच्या लाभापासून वंचित राहावे लागण्याची भीती आहे.: [442, 1501, 635, 1579]
lead-headline: [14, 79, 830, 124]
rohyo-col-2: [641, 1310, 840, 1592]
linkedin-icon[interactable]: in: [1341, 38, 1357, 54]
rohyo-col3-body: [847, 1310, 1038, 1391]
band-divider-1: [14, 645, 1442, 647]
masthead-logo[interactable]: [935, 27, 1072, 59]
rangbhumi-col-1: [210, 738, 413, 1083]
rangbhumi-col-3: [820, 738, 1023, 1083]
lead-col-3-text: तळकोंबर आणि यात्रेकरूंनी पुष्पहार अर्पण करून प्रत्येक ठिकाणी झालेल्यांमध्ये मेणू ज्यांचेकार, महिती मागूनी हवा, मेळा निखळ, माधव पटले, मोहा पटले, कपूर पंचाल, चंद्रमुखी यांनी सामाजिक संवादानुक लोकांमध्ये एकात्म आणि पर्यावरणप्रेम जागरुकता निर्माण केला.: [577, 206, 757, 317]
police-c1-p1: लोहपुरुष सरदार वल्लभभाई पटेल यांच्या जयंतीनिमित्त राष्ट्रीय एकता दिवसानिमित्त जिल्हा पोलिस दलातर्फे 'वॉक फॉर युनिटी' या उपक्रमाचे आयोजन करण्यात आले. सुरवात शुक्रवारी (दि.३१) पोलिस मुख्यालयाच्या मैदानावरून करण्यात आली. या कार्यक्रमाला पोलिस अधिकारी, कर्मचारी आणि नागरिकांनी मोठ्या संख्येने सहभाग घेतला.: [14, 1690, 279, 1784]
kheladu-col-1: [14, 1344, 221, 1539]
rangbhumi-c2-p1: या काळात पावसाळ्यात रंगभूमीच्या नाटकांमुळे झोडपल्याने रंगभूमीवर पाऊलखुणा आदर मिळाले. तर काळात नाट्यप्रयोगांना स्थगिती दिली आहे.: [616, 782, 813, 844]
website-url[interactable]: navarashtra.com: [1163, 37, 1263, 54]
karate-col2-title: प्रशिक्षकांचा गौरव: [1014, 1676, 1121, 1695]
contact-title: 'नवराष्ट्र' सोबत संपर्क करा!: [1306, 2263, 1411, 2276]
kheladu-col2-body: [228, 1367, 428, 1535]
karate-col-1: [844, 1676, 993, 1894]
social-handle[interactable]: /navarashtra: [1363, 37, 1436, 54]
karate-col-4: [1291, 1676, 1442, 1894]
baithak-dateline: ▶ भंडारा, ब्यूरो: [14, 2052, 99, 2065]
tulsi-cont-p4: यावर्षी तुलसी विवाह सोहळा २ नोव्हेंबर रोजी साजरा होत आहे. या दिवशी विशेष पूजा-अर्चा केली जाते. तुलसीच्या रोपाला वधूच्या रूपात सजवले जाते आणि शालिग्राम शिळेचा वर म्हणून विवाह लावला जातो.: [1255, 1321, 1442, 1399]
jamb-headline-line2: जलसा ९ नोव्हेंबरला: [885, 119, 1105, 155]
rohyo-col-1: [442, 1310, 641, 1592]
police-headline: पोलिस दलातर्फे 'वॉक फॉर युनिटी': [177, 1637, 666, 1683]
rangbhumi-c3-p2: नाट्यप्रेमी प्रेक्षकांनी सुद्धा कलाकारांना रंगभूमीवर पाहण्याचा आदर मिळाले. तर काळात नाट्यप्रयोगांना स्थगिती दिली आहे. अवकाळी पावसामुळे शेतकरी अडचणीत आला आहे. अवकाळी पावसाने शेतकऱ्यांचे मोठे नुकसान झालेले आहे. त्यामुळे या मंडळांनी प्रयोगांच्या तारखा पुढे ढकलल्या असल्याने, तारीख परिस्थिती सुधारेल का याबाबत अनिश्चितता आहे.: [827, 842, 1023, 985]
spiritual-col4-body: [1298, 2096, 1442, 2247]
police-col2-body: या कार्यक्रमा निमित्ताने सर्व पोलिस अधिकारी व कर्मचारी यांना एकता शपथ देण्यात आली. यात राष्ट्रीय एकात्मतेची शपथ घेण्यात आली. यावेळी सत्र न्यायाधीश आर. जी. अस्मर यांच्या हस्ते हिरवी झेंडी दाखवण्यात आली. पोलिस अधीक्षक नूरूल हसन, अप्पर पोलिस अधीक्षक: [292, 1713, 552, 1792]
